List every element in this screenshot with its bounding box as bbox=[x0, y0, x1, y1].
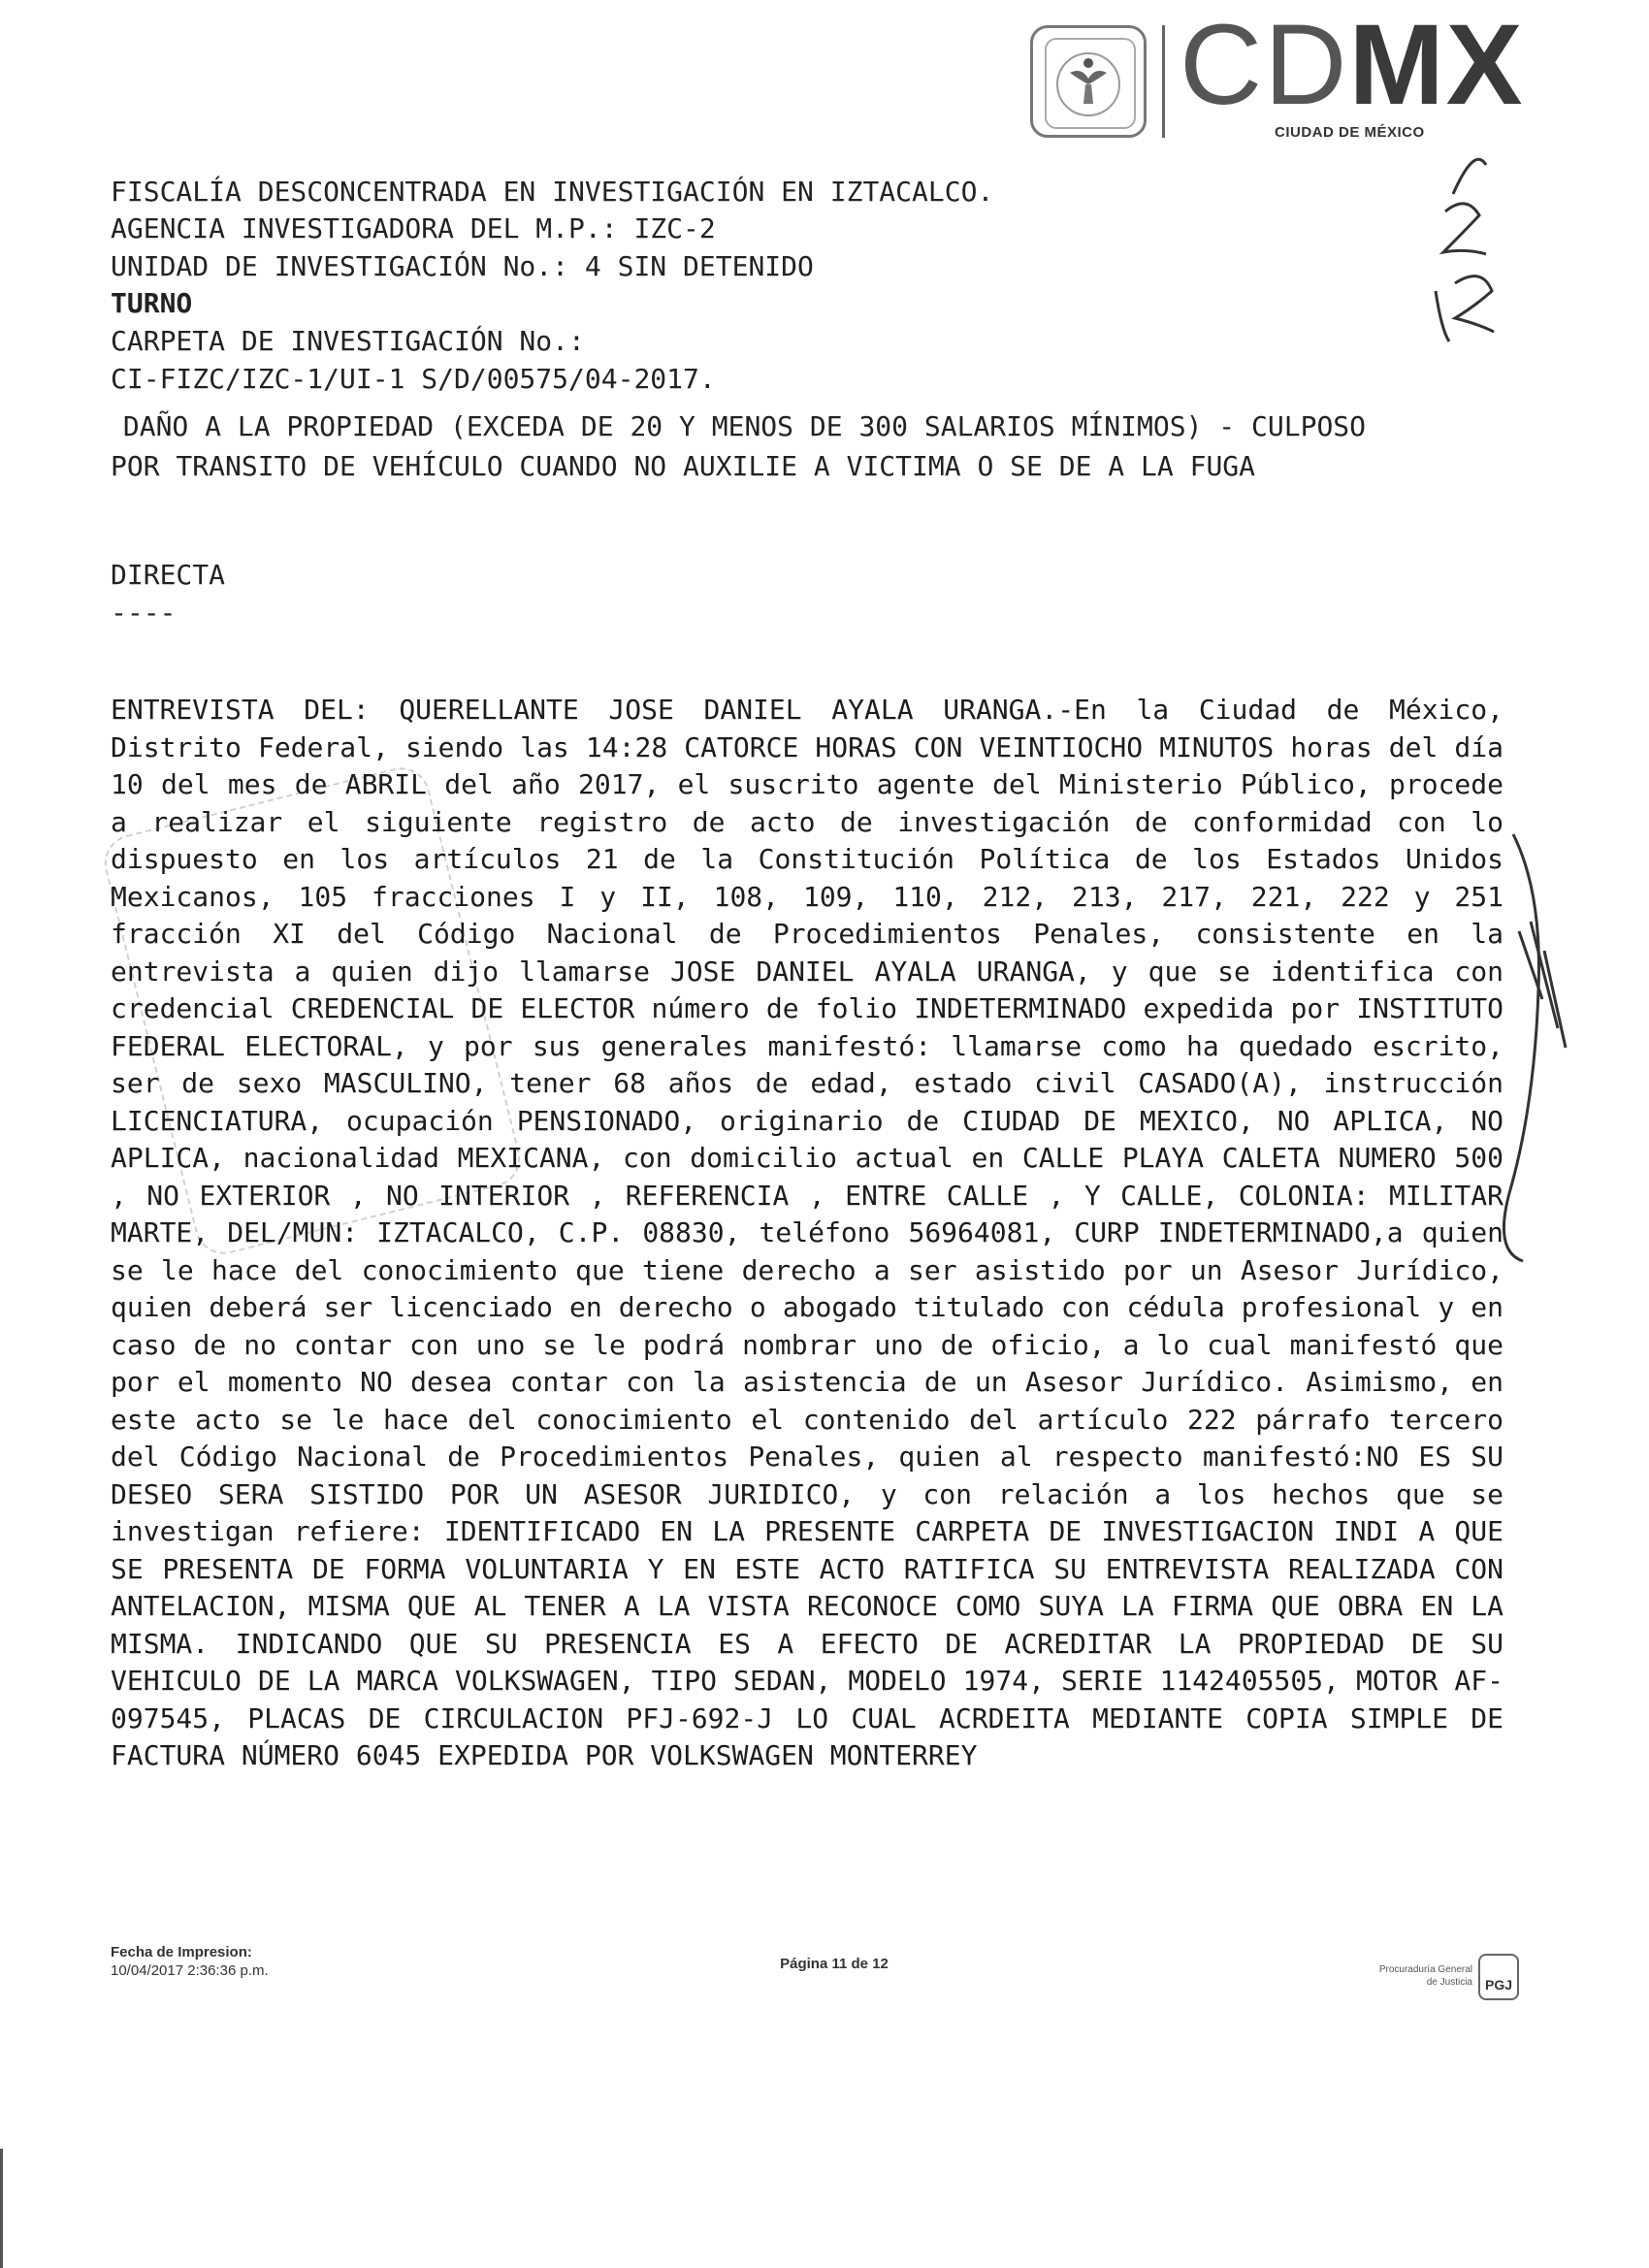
pgj-logo-icon: PGJ bbox=[1478, 1954, 1519, 2000]
scan-edge-mark bbox=[0, 2149, 3, 2268]
heading-carpeta-label: CARPETA DE INVESTIGACIÓN No.: bbox=[111, 325, 585, 357]
type-label: DIRECTA bbox=[111, 559, 226, 591]
heading-agencia: AGENCIA INVESTIGADORA DEL M.P.: IZC-2 bbox=[111, 212, 716, 244]
pgj-org-line1: Procuraduría General bbox=[1378, 1964, 1472, 1975]
heading-fiscalia: FISCALÍA DESCONCENTRADA EN INVESTIGACIÓN EN IZTACALCO. bbox=[111, 176, 994, 208]
cdmx-logo-subtitle: CIUDAD DE MÉXICO bbox=[1275, 124, 1425, 141]
print-date-value: 10/04/2017 2:36:36 p.m. bbox=[111, 1962, 269, 1979]
page-number: Página 11 de 12 bbox=[780, 1956, 889, 1972]
heading-carpeta-number: CI-FIZC/IZC-1/UI-1 S/D/00575/04-2017. bbox=[111, 363, 716, 395]
pgj-org-name bbox=[1358, 1963, 1472, 1989]
heading-delito-line2: POR TRANSITO DE VEHÍCULO CUANDO NO AUXILIE A VICTIMA O SE DE A LA FUGA bbox=[111, 450, 1256, 482]
pgj-org-line2: de Justicia bbox=[1426, 1977, 1472, 1988]
heading-unidad: UNIDAD DE INVESTIGACIÓN No.: 4 SIN DETENIDO bbox=[111, 250, 814, 282]
cdmx-logo-title: CDMX bbox=[1180, 1, 1525, 129]
print-date-label: Fecha de Impresion: bbox=[111, 1944, 252, 1960]
dash-separator: ---- bbox=[111, 597, 177, 629]
heading-delito-line1: DAÑO A LA PROPIEDAD (EXCEDA DE 20 Y MENOS DE 300 SALARIOS MÍNIMOS) - CULPOSO bbox=[107, 410, 1367, 442]
interview-paragraph: ENTREVISTA DEL: QUERELLANTE JOSE DANIEL AYALA URANGA.-En la Ciudad de México, Distrito Federal, siendo las 14:28 CATORCE HORAS CON VEINTIOCHO MINUTOS horas del día 10 del mes de ABRIL del año 2017, el suscrito agente del Ministerio Público, procede a realizar el siguiente registro de acto de investigación de conformidad con lo dispuesto en los artículos 21 de la Constitución Política de los Estados Unidos Mexicanos, 105 fracciones I y II, 108, 109, 110, 212, 213, 217, 221, 222 y 251 fracción XI del Código Nacional de Procedimientos Penales, consistente en la entrevista a quien dijo llamarse JOSE DANIEL AYALA URANGA, y que se identifica con credencial CREDENCIAL DE ELECTOR número de folio INDETERMINADO expedida por INSTITUTO FEDERAL ELECTORAL, y por sus generales manifestó: llamarse como ha quedado escrito, ser de sexo MASCULINO, tener 68 años de edad, estado civil CASADO(A), instrucción LICENCIATURA, ocupación PENSIONADO, originario de CIUDAD DE MEXICO, NO APLICA, NO APLICA, nacionalidad MEXICANA, con domicilio actual en CALLE PLAYA CALETA NUMERO 500 , NO EXTERIOR , NO INTERIOR , REFERENCIA , ENTRE CALLE , Y CALLE, COLONIA: MILITAR MARTE, DEL/MUN: IZTACALCO, C.P. 08830, teléfono 56964081, CURP INDETERMINADO,a quien se le hace del conocimiento que tiene derecho a ser asistido por un Asesor Jurídico, quien deberá ser licenciado en derecho o abogado titulado con cédula profesional y en caso de no contar con uno se le podrá nombrar uno de oficio, a lo cual manifestó que por el momento NO desea contar con la asistencia de un Asesor Jurídico. Asimismo, en este acto se le hace del conocimiento el contenido del artículo 222 párrafo tercero del Código Nacional de Procedimientos Penales, quien al respecto manifestó:NO ES SU DESEO SERA SISTIDO POR UN ASESOR JURIDICO, y con relación a los hechos que se investigan refiere: IDENTIFICADO EN LA PRESENTE CARPETA DE INVESTIGACION INDI A QUE SE PRESENTA DE FORMA VOLUNTARIA Y EN ESTE ACTO RATIFICA SU ENTREVISTA REALIZADA CON ANTELACION, MISMA QUE AL TENER A LA VISTA RECONOCE COMO SUYA LA FIRMA QUE OBRA EN LA MISMA. INDICANDO QUE SU PRESENCIA ES A EFECTO DE ACREDITAR LA PROPIEDAD DE SU VEHICULO DE LA MARCA VOLKSWAGEN, TIPO SEDAN, MODELO 1974, SERIE 1142405505, MOTOR AF-097545, PLACAS DE CIRCULACION PFJ-692-J LO CUAL ACRDEITA MEDIANTE COPIA SIMPLE DE FACTURA NÚMERO 6045 EXPEDIDA POR VOLKSWAGEN MONTERREY bbox=[111, 694, 1504, 1771]
heading-turno: TURNO bbox=[111, 287, 193, 319]
